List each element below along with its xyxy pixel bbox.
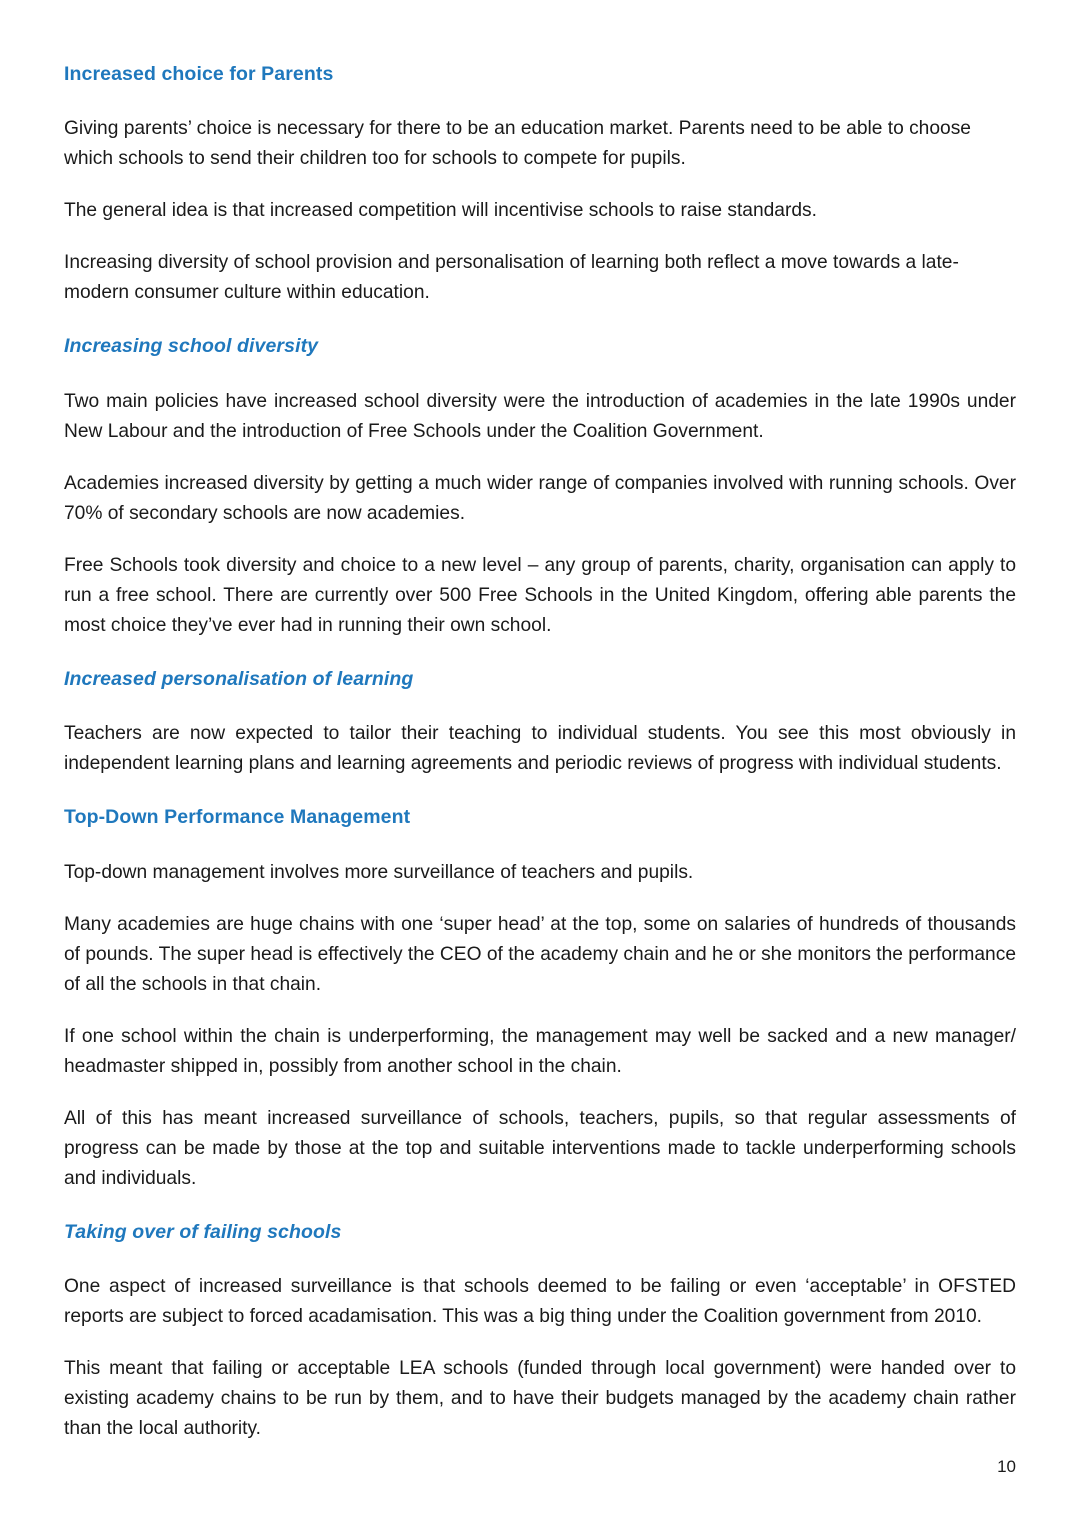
- sub-heading-increased-personalisation-of-learning: Increased personalisation of learning: [64, 667, 414, 690]
- paragraph: Many academies are huge chains with one ‘super head’ at the top, some on salaries of hundreds of thousands of pounds. The super head is effectively the CEO of the academy chain and he or she monitors the performance of all the schools in that chain.: [64, 913, 1016, 995]
- spacer: [64, 359, 1016, 387]
- spacer: [64, 1332, 1016, 1354]
- spacer: [64, 1194, 1016, 1220]
- paragraph: Increasing diversity of school provision and personalisation of learning both reflect a move towards a late-modern consumer culture within education.: [64, 252, 959, 304]
- spacer: [64, 86, 1016, 114]
- spacer: [64, 226, 1016, 248]
- spacer: [64, 529, 1016, 551]
- spacer: [64, 691, 1016, 719]
- sub-heading-increasing-school-diversity: Increasing school diversity: [64, 335, 319, 358]
- paragraph: This meant that failing or acceptable LEA schools (funded through local government) were handed over to existing academy chains to be run by them, and to have their budgets managed by the academy chain rather than the local authority.: [64, 1357, 1016, 1439]
- paragraph: Giving parents’ choice is necessary for there to be an education market. Parents need to be able to choose which schools to send their children too for schools to compete for pupils.: [64, 118, 971, 170]
- spacer: [64, 888, 1016, 910]
- page-number: 10: [997, 1457, 1016, 1476]
- section-heading-increased-choice-for-parents: Increased choice for Parents: [64, 63, 334, 85]
- spacer: [64, 830, 1016, 858]
- spacer: [64, 1000, 1016, 1022]
- section-heading-top-down-performance-management: Top-Down Performance Management: [64, 806, 411, 829]
- spacer: [64, 1244, 1016, 1272]
- paragraph: Academies increased diversity by getting a much wider range of companies involved with running schools. Over 70% of secondary schools are now academies.: [64, 472, 1016, 524]
- spacer: [64, 447, 1016, 469]
- paragraph: All of this has meant increased surveillance of schools, teachers, pupils, so that regular assessments of progress can be made by those at the top and suitable interventions made to tackle underperforming schools and individuals.: [64, 1107, 1016, 1189]
- paragraph: Two main policies have increased school diversity were the introduction of academies in the late 1990s under New Labour and the introduction of Free Schools under the Coalition Government.: [64, 390, 1016, 442]
- spacer: [64, 1082, 1016, 1104]
- paragraph: If one school within the chain is underperforming, the management may well be sacked and a new manager/ headmaster shipped in, possibly from another school in the chain.: [64, 1025, 1016, 1077]
- paragraph: Top-down management involves more surveillance of teachers and pupils.: [64, 861, 694, 883]
- paragraph: The general idea is that increased competition will incentivise schools to raise standards.: [64, 200, 817, 222]
- document-content: [64, 62, 1016, 1444]
- sub-heading-taking-over-of-failing-schools: Taking over of failing schools: [64, 1220, 342, 1243]
- spacer: [64, 779, 1016, 805]
- paragraph: One aspect of increased surveillance is that schools deemed to be failing or even ‘acceptable’ in OFSTED reports are subject to forced acadamisation. This was a big thing under the Coalition government from 2010.: [64, 1275, 1016, 1327]
- paragraph: Teachers are now expected to tailor their teaching to individual students. You see this most obviously in independent learning plans and learning agreements and periodic reviews of progress with individual students.: [64, 723, 1016, 775]
- spacer: [64, 174, 1016, 196]
- spacer: [64, 641, 1016, 667]
- spacer: [64, 308, 1016, 334]
- paragraph: Free Schools took diversity and choice to a new level – any group of parents, charity, organisation can apply to run a free school. There are currently over 500 Free Schools in the United Kingdom, offering able parents the most choice they’ve ever had in running their own school.: [64, 554, 1016, 636]
